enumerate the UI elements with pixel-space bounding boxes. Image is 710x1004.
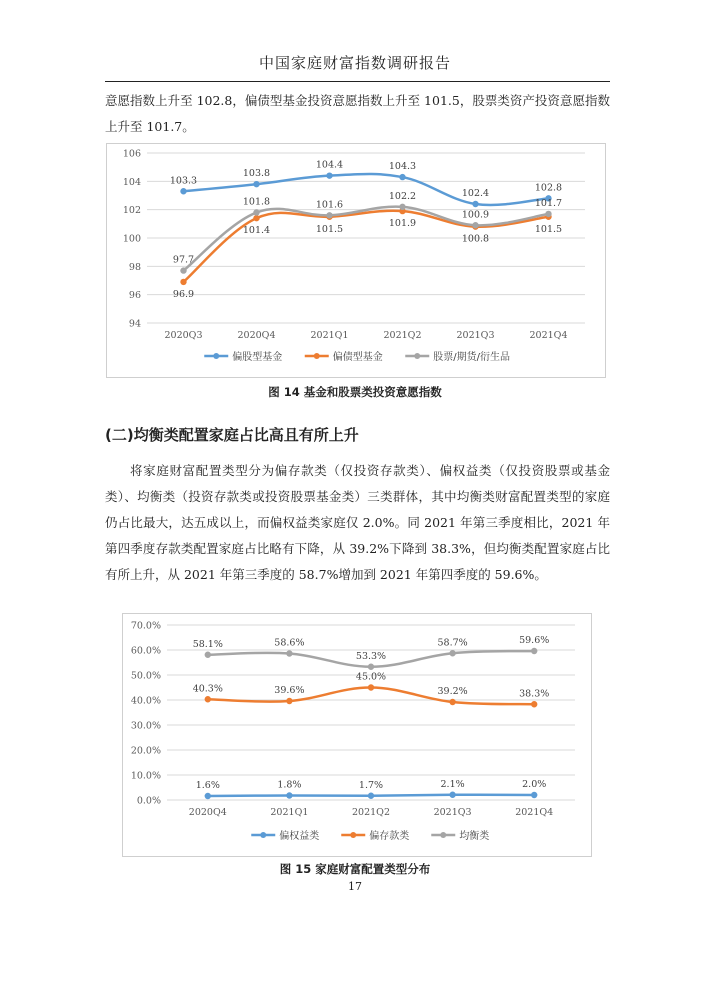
legend-marker (213, 353, 219, 359)
y-tick-label: 60.0% (130, 645, 161, 657)
y-tick-label: 100 (122, 233, 141, 245)
data-point (180, 279, 186, 285)
data-point (399, 174, 405, 180)
x-tick-label: 2020Q3 (164, 330, 203, 341)
data-label: 102.2 (388, 190, 417, 202)
header-rule (105, 81, 610, 82)
investment-willingness-chart (107, 144, 605, 377)
data-label: 38.3% (519, 688, 550, 700)
data-label: 2.0% (522, 779, 547, 790)
data-label: 45.0% (355, 671, 387, 683)
data-point (180, 188, 186, 194)
data-point (545, 211, 551, 217)
data-label: 102.4 (461, 188, 490, 199)
paragraph-intro: 意愿指数上升至 102.8，偏债型基金投资意愿指数上升至 101.5，股票类资产投资意愿指数上升至 101.7。 (105, 93, 610, 134)
data-label: 101.8 (242, 196, 271, 208)
figure-15-caption: 图 15 家庭财富配置类型分布 (279, 862, 431, 876)
data-point (368, 793, 374, 799)
x-tick-label: 2021Q1 (270, 807, 309, 818)
legend-label: 均衡类 (459, 831, 490, 842)
y-tick-label: 10.0% (130, 770, 161, 782)
data-label: 101.5 (315, 223, 344, 235)
legend-label: 偏股型基金 (232, 352, 283, 363)
legend-label: 偏权益类 (279, 831, 320, 842)
x-tick-label: 2020Q4 (237, 330, 276, 341)
legend-marker (350, 832, 356, 838)
data-point (531, 792, 537, 798)
data-label: 40.3% (192, 683, 223, 695)
section-title: (二)均衡类配置家庭占比高且有所上升 (105, 426, 359, 444)
y-tick-label: 30.0% (130, 720, 161, 732)
data-label: 100.9 (461, 209, 490, 221)
x-tick-label: 2021Q4 (515, 807, 554, 818)
data-label: 1.7% (358, 779, 384, 791)
y-tick-label: 98 (128, 261, 141, 273)
data-label: 102.8 (534, 182, 563, 194)
y-tick-label: 0.0% (136, 795, 161, 807)
y-tick-label: 102 (122, 205, 141, 217)
data-label: 104.4 (315, 159, 344, 171)
page-header: 中国家庭财富指数调研报告 (258, 54, 451, 72)
figure-15-chart (122, 613, 592, 857)
page-number: 17 (348, 880, 362, 893)
data-label: 53.3% (355, 650, 387, 662)
series-line (184, 174, 549, 205)
data-label: 100.8 (461, 233, 490, 245)
x-tick-label: 2020Q4 (188, 807, 227, 818)
legend-label: 股票/期货/衍生品 (433, 352, 510, 363)
y-tick-label: 50.0% (130, 670, 161, 682)
data-label: 39.2% (437, 686, 468, 697)
data-point (368, 684, 374, 690)
data-label: 58.6% (274, 637, 305, 649)
data-label: 1.8% (277, 779, 302, 791)
allocation-type-chart (123, 614, 591, 856)
x-tick-label: 2021Q2 (383, 330, 422, 341)
data-point (205, 793, 211, 799)
y-tick-label: 70.0% (130, 620, 161, 632)
data-point (368, 664, 374, 670)
data-point (399, 204, 405, 210)
data-label: 59.6% (519, 635, 550, 646)
data-label: 1.6% (195, 780, 220, 791)
data-label: 2.1% (440, 778, 465, 790)
legend-marker (314, 353, 320, 359)
data-point (449, 792, 455, 798)
data-label: 96.9 (172, 288, 195, 300)
x-tick-label: 2021Q1 (310, 330, 349, 341)
data-point (326, 212, 332, 218)
series-line (184, 207, 549, 271)
data-point (253, 181, 259, 187)
y-tick-label: 104 (122, 176, 141, 188)
data-label: 101.5 (534, 223, 563, 235)
data-point (286, 792, 292, 798)
data-point (205, 652, 211, 658)
data-point (472, 222, 478, 228)
y-tick-label: 20.0% (130, 745, 161, 757)
data-label: 39.6% (274, 685, 305, 696)
paragraph-allocation: 将家庭财富配置类型分为偏存款类（仅投资存款类）、偏权益类（仅投资股票或基金类）、均衡类（投资存款类或投资股票基金类）三类群体，其中均衡类财富配置类型的家庭仍占比最大，达五成以上，而偏权益类家庭仅 2.0%。同 2021 年第三季度相比，2021 年第四季度存款类配置家庭占比略有下降，从 39.2%下降到 38.3%，但均衡类配置家庭占比有所上升，从 2021 年第三季度的 58.7%增加到 2021 年第四季度的 59.6%。 (105, 463, 610, 582)
data-point (253, 215, 259, 221)
data-label: 58.7% (437, 637, 468, 649)
x-tick-label: 2021Q2 (351, 807, 391, 818)
data-point (180, 267, 186, 273)
data-label: 103.8 (242, 168, 271, 180)
data-point (531, 701, 537, 707)
legend-marker (260, 832, 266, 838)
y-tick-label: 106 (122, 148, 141, 160)
data-point (253, 209, 259, 215)
data-point (286, 698, 292, 704)
x-tick-label: 2021Q4 (529, 330, 568, 341)
data-point (449, 650, 455, 656)
data-point (205, 696, 211, 702)
legend-label: 偏债型基金 (332, 352, 383, 363)
data-label: 101.4 (242, 225, 271, 237)
data-label: 103.3 (169, 175, 198, 187)
data-label: 101.9 (388, 218, 417, 230)
data-label: 58.1% (192, 638, 223, 650)
data-label: 101.7 (534, 197, 563, 209)
legend-label: 偏存款类 (369, 831, 410, 842)
legend-marker (440, 832, 446, 838)
data-point (286, 650, 292, 656)
x-tick-label: 2021Q3 (433, 807, 472, 818)
x-tick-label: 2021Q3 (456, 330, 495, 341)
data-label: 104.3 (388, 161, 417, 173)
legend-marker (414, 353, 420, 359)
data-label: 97.7 (172, 254, 195, 266)
data-point (326, 172, 332, 178)
data-point (449, 699, 455, 705)
data-label: 101.6 (315, 199, 344, 211)
data-point (531, 648, 537, 654)
figure-14-chart (106, 143, 606, 378)
figure-14-caption: 图 14 基金和股票类投资意愿指数 (268, 385, 442, 399)
data-point (472, 201, 478, 207)
y-tick-label: 96 (128, 290, 141, 302)
y-tick-label: 40.0% (130, 695, 161, 707)
y-tick-label: 94 (128, 318, 141, 330)
